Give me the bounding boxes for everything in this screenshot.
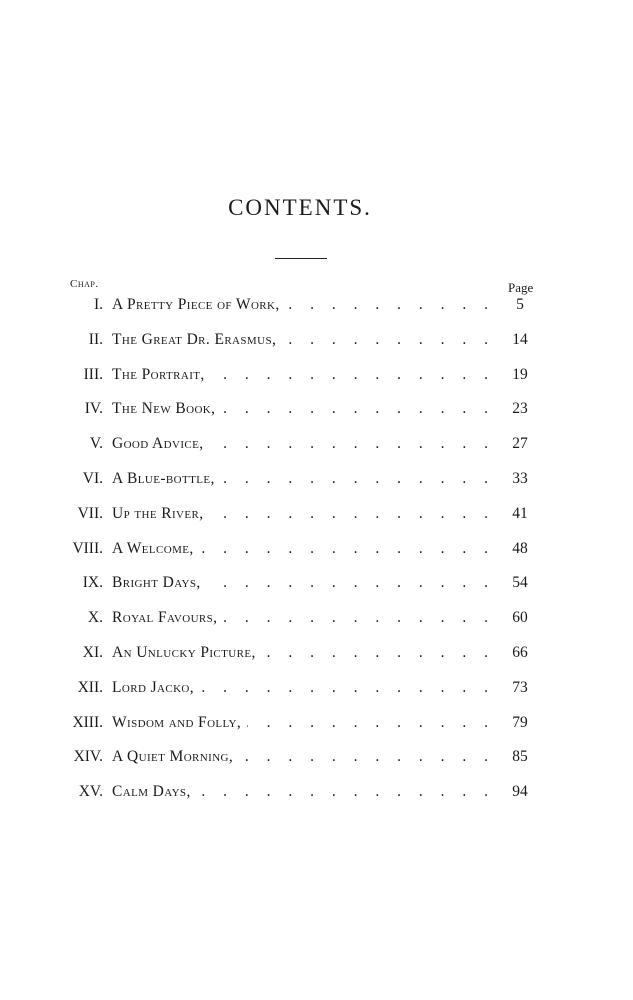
- toc-entry: [0, 574, 633, 609]
- dot-leader: [247, 714, 495, 732]
- toc-entry: [0, 435, 633, 470]
- chapter-number: XIII.: [72, 713, 103, 731]
- page-column-header: Page: [508, 280, 534, 295]
- dot-leader: [211, 366, 495, 384]
- chapter-number: VII.: [77, 504, 103, 522]
- page-number: 73: [512, 678, 528, 696]
- chapter-title: A Blue-bottle,: [112, 469, 215, 487]
- dot-leader: [282, 331, 495, 349]
- page-number: 66: [512, 643, 528, 661]
- title-rule: [275, 258, 327, 259]
- dot-leader: [210, 435, 495, 453]
- chapter-number: X.: [87, 609, 103, 627]
- dot-leader: [197, 783, 495, 801]
- chapter-title: Bright Days,: [112, 574, 201, 592]
- toc-entry: [0, 644, 633, 679]
- dot-leader: [200, 540, 495, 558]
- dot-leader: [223, 609, 495, 627]
- chapter-number: XIV.: [73, 748, 103, 766]
- toc-entry: [0, 331, 633, 366]
- chapter-number: II.: [88, 330, 103, 348]
- chapter-number: IX.: [82, 574, 103, 592]
- dot-leader: [207, 574, 495, 592]
- chapter-number: I.: [93, 296, 103, 313]
- dot-leader: [286, 296, 495, 314]
- page-number: 48: [512, 539, 528, 557]
- page-number: 27: [512, 435, 528, 453]
- toc-entry: [0, 296, 633, 331]
- chapter-title: A Pretty Piece of Work,: [112, 296, 280, 313]
- page-number: 33: [512, 469, 528, 487]
- page-number: 5: [516, 296, 524, 313]
- chapter-number: XV.: [78, 783, 103, 801]
- toc-entry: [0, 609, 633, 644]
- page-number: 19: [512, 365, 528, 383]
- dot-leader: [200, 679, 495, 697]
- toc-entry: [0, 783, 633, 818]
- chapter-title: The New Book,: [112, 400, 216, 418]
- toc-entry: [0, 714, 633, 749]
- chapter-title: The Portrait,: [112, 365, 205, 383]
- toc-entry: [0, 470, 633, 505]
- page-number: 14: [512, 330, 528, 348]
- chapter-number: III.: [83, 365, 103, 383]
- toc-entry: [0, 366, 633, 401]
- chapter-number: XI.: [82, 643, 103, 661]
- chapter-number: V.: [89, 435, 103, 453]
- chapter-title: Calm Days,: [112, 783, 191, 801]
- page-number: 60: [512, 609, 528, 627]
- chapter-title: Up the River,: [112, 504, 204, 522]
- chapter-number: VIII.: [72, 539, 103, 557]
- toc-entry: [0, 505, 633, 540]
- toc-entry: [0, 400, 633, 435]
- toc-entry: [0, 540, 633, 575]
- dot-leader: [262, 644, 495, 662]
- dot-leader: [210, 505, 495, 523]
- chapter-title: The Great Dr. Erasmus,: [112, 330, 277, 348]
- toc-entry: [0, 679, 633, 714]
- dot-leader: [239, 748, 495, 766]
- table-of-contents: [0, 296, 633, 818]
- page-number: 41: [512, 504, 528, 522]
- chapter-title: A Welcome,: [112, 539, 194, 557]
- chapter-title: Wisdom and Folly,: [112, 713, 242, 731]
- page-number: 85: [512, 748, 528, 766]
- page-number: 23: [512, 400, 528, 418]
- chapter-number: XII.: [77, 678, 103, 696]
- chapter-title: Royal Favours,: [112, 609, 218, 627]
- chapter-title: Lord Jacko,: [112, 678, 195, 696]
- chapter-number: VI.: [82, 469, 103, 487]
- chapter-title: Good Advice,: [112, 435, 204, 453]
- page-title: CONTENTS.: [228, 195, 372, 220]
- page-number: 94: [512, 783, 528, 801]
- dot-leader: [221, 470, 495, 488]
- chapter-number: IV.: [84, 400, 103, 418]
- page-number: 79: [512, 713, 528, 731]
- page-number: 54: [512, 574, 528, 592]
- chapter-column-header: Chap.: [70, 278, 99, 290]
- chapter-title: A Quiet Morning,: [112, 748, 234, 766]
- toc-entry: [0, 748, 633, 783]
- dot-leader: [221, 400, 495, 418]
- chapter-title: An Unlucky Picture,: [112, 643, 256, 661]
